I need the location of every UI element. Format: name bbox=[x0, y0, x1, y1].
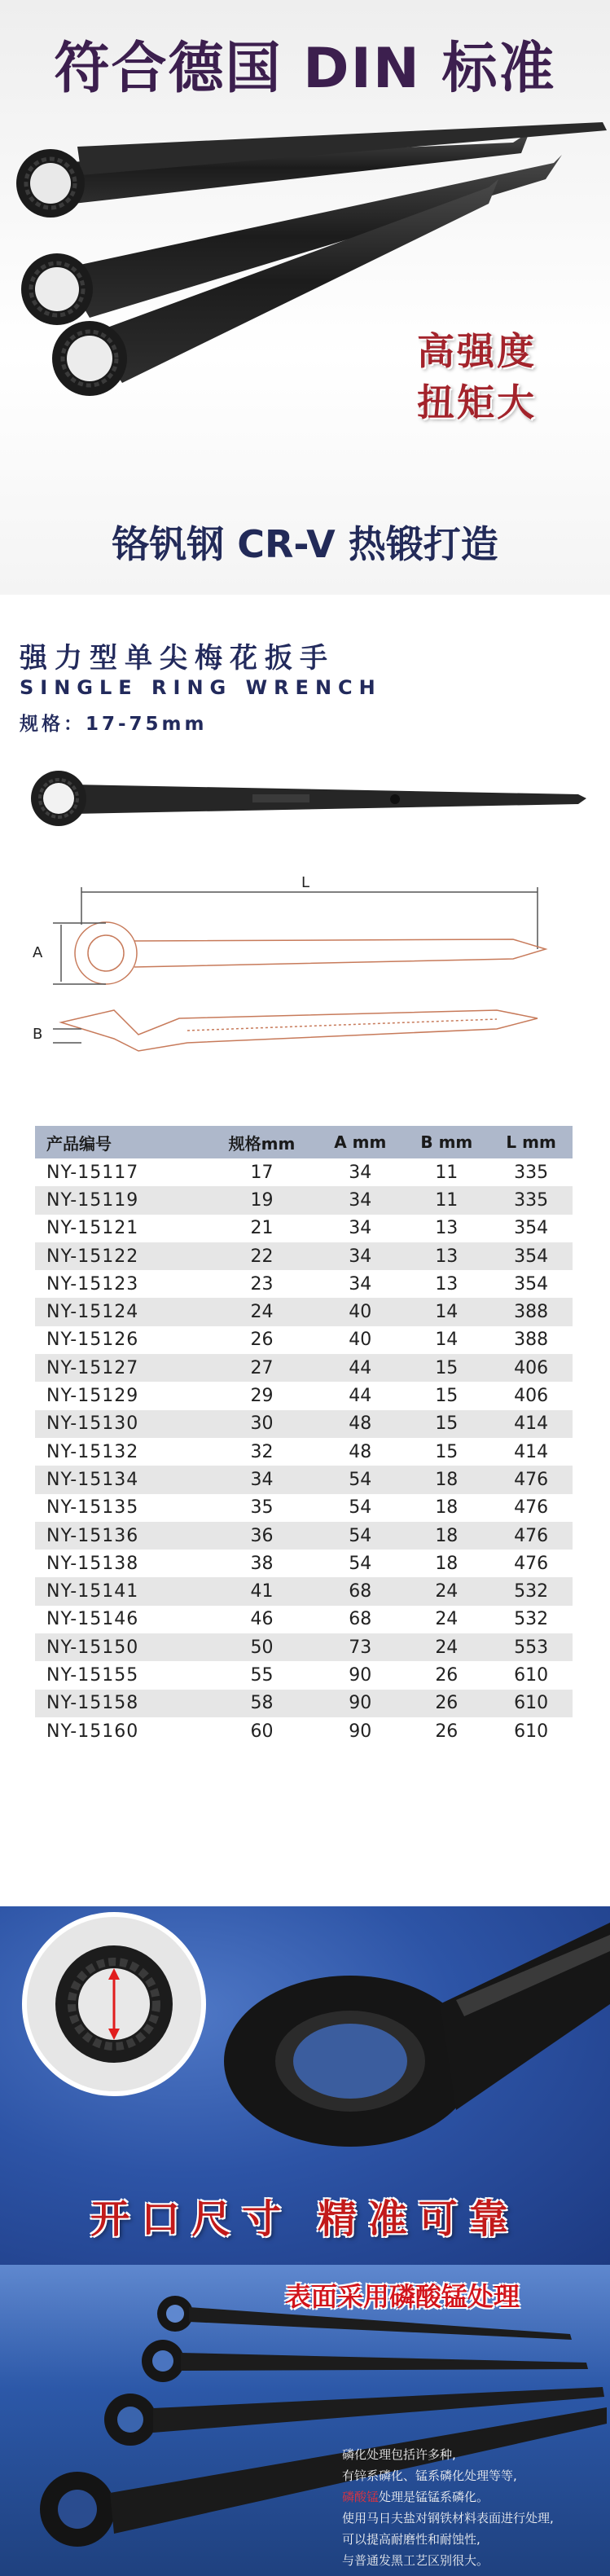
cell-b: 24 bbox=[435, 1609, 459, 1630]
wrench-top bbox=[16, 122, 607, 218]
cell-a: 34 bbox=[349, 1162, 372, 1183]
cell-a: 73 bbox=[317, 1633, 403, 1661]
opening-caption: 开口尺寸 精准可靠 bbox=[90, 2196, 520, 2242]
dim-label-a: A bbox=[33, 944, 43, 961]
cell-a: 40 bbox=[349, 1330, 372, 1351]
cell-size: 17 bbox=[250, 1162, 274, 1183]
cell-size: 55 bbox=[250, 1664, 274, 1686]
spec-title-english: SINGLE RING WRENCH bbox=[20, 676, 382, 699]
cell-size: 27 bbox=[207, 1354, 317, 1382]
hero-section bbox=[0, 0, 610, 595]
cell-l: 532 bbox=[489, 1577, 573, 1605]
cell-size: 21 bbox=[250, 1218, 274, 1239]
cell-l: 476 bbox=[489, 1466, 573, 1493]
cell-a: 54 bbox=[349, 1497, 372, 1519]
treatment-title: 表面采用磷酸锰处理 bbox=[285, 2281, 520, 2312]
table-row bbox=[35, 1717, 573, 1745]
cell-a: 54 bbox=[349, 1553, 372, 1574]
table-row bbox=[35, 1438, 573, 1466]
cell-l: 610 bbox=[489, 1690, 573, 1717]
cell-b: 26 bbox=[403, 1690, 489, 1717]
cell-l: 335 bbox=[489, 1186, 573, 1214]
opening-section bbox=[0, 1906, 610, 2265]
header-size: 规格mm bbox=[207, 1126, 317, 1158]
cell-l: 406 bbox=[514, 1386, 549, 1407]
cell-b: 15 bbox=[435, 1386, 459, 1407]
treatment-line: 有锌系磷化、锰系磷化处理等等, bbox=[342, 2468, 517, 2483]
cell-l: 354 bbox=[514, 1273, 549, 1295]
table-row bbox=[35, 1494, 573, 1522]
cell-a: 90 bbox=[349, 1721, 372, 1742]
table-row bbox=[35, 1215, 573, 1242]
table-row bbox=[35, 1466, 573, 1493]
cell-size: 22 bbox=[207, 1242, 317, 1270]
cell-code: NY-15126 bbox=[46, 1330, 139, 1351]
cell-a: 40 bbox=[317, 1298, 403, 1325]
cell-code: NY-15155 bbox=[46, 1664, 139, 1686]
cell-a: 44 bbox=[349, 1386, 372, 1407]
cell-code: NY-15134 bbox=[35, 1466, 207, 1493]
cell-code: NY-15123 bbox=[46, 1273, 139, 1295]
cell-b: 14 bbox=[435, 1330, 459, 1351]
table-row bbox=[35, 1661, 573, 1689]
cell-l: 553 bbox=[489, 1633, 573, 1661]
table-row bbox=[35, 1606, 573, 1633]
cell-code: NY-15119 bbox=[35, 1186, 207, 1214]
table-row bbox=[35, 1633, 573, 1661]
cell-a: 48 bbox=[317, 1410, 403, 1438]
cell-size: 32 bbox=[250, 1441, 274, 1462]
cell-size: 24 bbox=[207, 1298, 317, 1325]
cell-size: 36 bbox=[207, 1522, 317, 1550]
cell-l: 388 bbox=[514, 1330, 549, 1351]
treatment-line: 可以提高耐磨性和耐蚀性, bbox=[342, 2532, 481, 2547]
cell-code: NY-15130 bbox=[35, 1410, 207, 1438]
header-code: 产品编号 bbox=[35, 1126, 207, 1158]
cell-a: 34 bbox=[349, 1218, 372, 1239]
cell-code: NY-15121 bbox=[46, 1218, 139, 1239]
spec-section bbox=[0, 595, 610, 1906]
cell-a: 68 bbox=[349, 1609, 372, 1630]
cell-size: 34 bbox=[207, 1466, 317, 1493]
table-row bbox=[35, 1270, 573, 1298]
cell-l: 354 bbox=[514, 1218, 549, 1239]
cell-code: NY-15122 bbox=[35, 1242, 207, 1270]
cell-l: 476 bbox=[514, 1497, 549, 1519]
material-subtitle: 铬钒钢 CR-V 热锻打造 bbox=[112, 522, 498, 566]
cell-size: 30 bbox=[207, 1410, 317, 1438]
treatment-line-mid: 处理是锰 bbox=[379, 2490, 428, 2504]
spec-title: 强力型单尖梅花扳手 bbox=[20, 642, 335, 675]
cell-size: 41 bbox=[207, 1577, 317, 1605]
header-a: A mm bbox=[317, 1126, 403, 1158]
cell-code: NY-15124 bbox=[35, 1298, 207, 1325]
header-l: L mm bbox=[489, 1126, 573, 1158]
table-row bbox=[35, 1326, 573, 1354]
cell-code: NY-15136 bbox=[35, 1522, 207, 1550]
treatment-line: 与普通发黑工艺区别很大。 bbox=[342, 2553, 489, 2568]
cell-b: 24 bbox=[403, 1633, 489, 1661]
cell-a: 44 bbox=[317, 1354, 403, 1382]
cell-a: 68 bbox=[317, 1577, 403, 1605]
spec-size-range: 规格：17-75mm bbox=[20, 714, 208, 735]
cell-code: NY-15132 bbox=[46, 1441, 139, 1462]
cell-size: 26 bbox=[250, 1330, 274, 1351]
cell-b: 15 bbox=[403, 1354, 489, 1382]
cell-size: 50 bbox=[207, 1633, 317, 1661]
cell-size: 38 bbox=[250, 1553, 274, 1574]
dim-label-b: B bbox=[33, 1026, 43, 1043]
cell-code: NY-15117 bbox=[46, 1162, 139, 1183]
cell-b: 18 bbox=[403, 1466, 489, 1493]
treatment-section bbox=[0, 2265, 610, 2576]
cell-a: 48 bbox=[349, 1441, 372, 1462]
cell-size: 19 bbox=[207, 1186, 317, 1214]
cell-code: NY-15150 bbox=[35, 1633, 207, 1661]
cell-size: 29 bbox=[250, 1386, 274, 1407]
cell-a: 54 bbox=[317, 1466, 403, 1493]
treatment-line: 磷化处理包括许多种, bbox=[342, 2447, 456, 2462]
cell-a: 34 bbox=[317, 1242, 403, 1270]
cell-l: 414 bbox=[514, 1441, 549, 1462]
cell-b: 15 bbox=[403, 1410, 489, 1438]
table-row bbox=[35, 1410, 573, 1438]
table-row bbox=[35, 1577, 573, 1605]
cell-b: 14 bbox=[403, 1298, 489, 1325]
cell-a: 34 bbox=[317, 1186, 403, 1214]
spec-table bbox=[35, 1126, 573, 1745]
table-row bbox=[35, 1242, 573, 1270]
hero-wrench-photo bbox=[0, 122, 610, 497]
cell-code: NY-15129 bbox=[46, 1386, 139, 1407]
table-row bbox=[35, 1550, 573, 1577]
cell-l: 406 bbox=[489, 1354, 573, 1382]
cell-l: 354 bbox=[489, 1242, 573, 1270]
treatment-line bbox=[342, 2486, 603, 2508]
table-row bbox=[35, 1522, 573, 1550]
cell-code: NY-15135 bbox=[46, 1497, 139, 1519]
cell-a: 90 bbox=[349, 1664, 372, 1686]
hero-title: 符合德国 DIN 标准 bbox=[54, 37, 556, 101]
cell-size: 46 bbox=[250, 1609, 274, 1630]
cell-size: 60 bbox=[250, 1721, 274, 1742]
treatment-highlight: 磷酸锰 bbox=[342, 2490, 380, 2504]
cell-b: 26 bbox=[435, 1721, 459, 1742]
dim-label-l: L bbox=[301, 874, 310, 891]
cell-b: 18 bbox=[435, 1553, 459, 1574]
cell-a: 54 bbox=[317, 1522, 403, 1550]
table-row bbox=[35, 1382, 573, 1409]
treatment-line: 使用马日夫盐对钢铁材料表面进行处理, bbox=[342, 2511, 554, 2525]
cell-size: 58 bbox=[207, 1690, 317, 1717]
cell-size: 23 bbox=[250, 1273, 274, 1295]
cell-code: NY-15160 bbox=[46, 1721, 139, 1742]
cell-b: 26 bbox=[435, 1664, 459, 1686]
cell-code: NY-15127 bbox=[35, 1354, 207, 1382]
cell-b: 18 bbox=[403, 1522, 489, 1550]
table-row bbox=[35, 1186, 573, 1214]
cell-l: 476 bbox=[514, 1553, 549, 1574]
treatment-line-end: 锰系磷化。 bbox=[428, 2490, 489, 2504]
cell-b: 24 bbox=[403, 1577, 489, 1605]
cell-l: 532 bbox=[514, 1609, 549, 1630]
cell-l: 414 bbox=[489, 1410, 573, 1438]
cell-b: 15 bbox=[435, 1441, 459, 1462]
cell-l: 610 bbox=[514, 1721, 549, 1742]
table-row bbox=[35, 1354, 573, 1382]
cell-code: NY-15146 bbox=[46, 1609, 139, 1630]
product-photo bbox=[16, 762, 586, 835]
cell-l: 388 bbox=[489, 1298, 573, 1325]
cell-b: 13 bbox=[435, 1218, 459, 1239]
cell-code: NY-15158 bbox=[35, 1690, 207, 1717]
cell-b: 13 bbox=[403, 1242, 489, 1270]
table-header-row bbox=[35, 1126, 573, 1158]
header-b: B mm bbox=[403, 1126, 489, 1158]
cell-a: 34 bbox=[349, 1273, 372, 1295]
cell-b: 18 bbox=[435, 1497, 459, 1519]
treatment-description bbox=[342, 2444, 603, 2571]
cell-l: 335 bbox=[514, 1162, 549, 1183]
cell-b: 13 bbox=[435, 1273, 459, 1295]
table-row bbox=[35, 1690, 573, 1717]
technical-drawing bbox=[33, 874, 554, 1088]
cell-l: 476 bbox=[489, 1522, 573, 1550]
table-row bbox=[35, 1298, 573, 1325]
cell-b: 11 bbox=[403, 1186, 489, 1214]
cell-b: 11 bbox=[435, 1162, 459, 1183]
table-row bbox=[35, 1158, 573, 1186]
badge-high-torque: 扭矩大 bbox=[417, 380, 537, 424]
cell-code: NY-15141 bbox=[35, 1577, 207, 1605]
cell-l: 610 bbox=[514, 1664, 549, 1686]
cell-a: 90 bbox=[317, 1690, 403, 1717]
badge-high-strength: 高强度 bbox=[417, 329, 537, 373]
cell-size: 35 bbox=[250, 1497, 274, 1519]
cell-code: NY-15138 bbox=[46, 1553, 139, 1574]
